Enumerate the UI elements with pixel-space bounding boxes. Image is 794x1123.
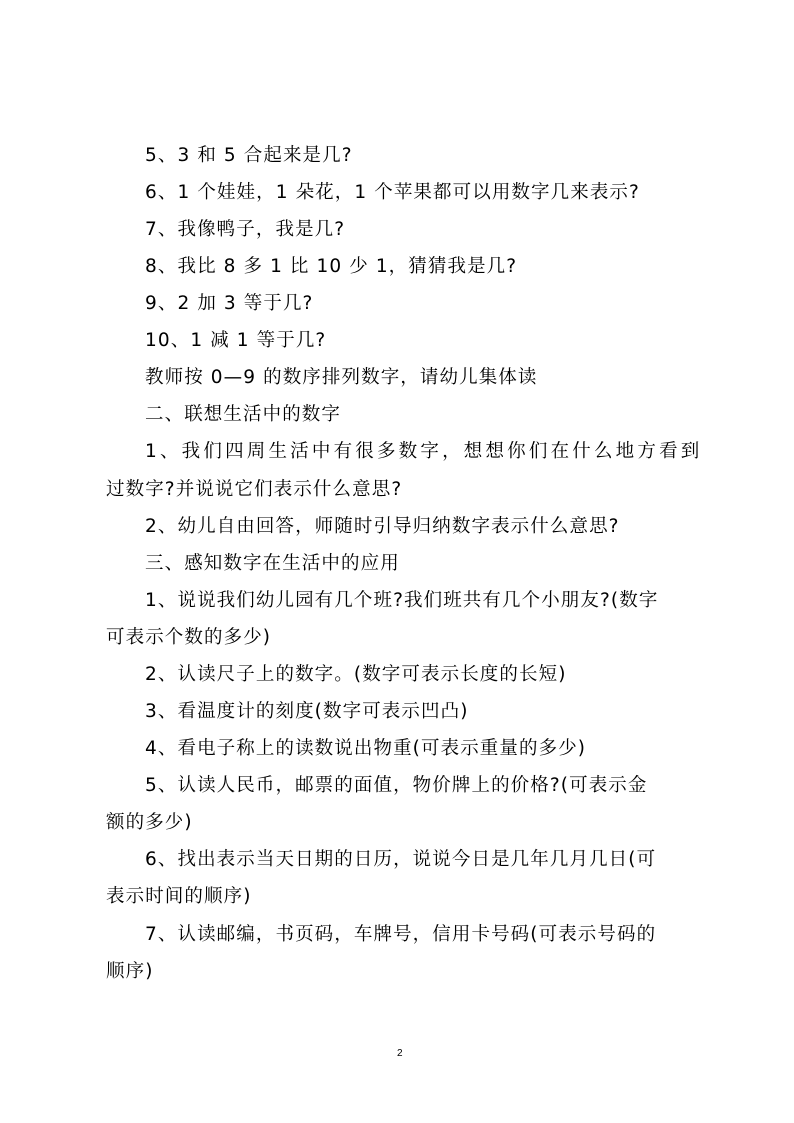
paragraph-2-1-line-2: 过数字?并说说它们表示什么意思?	[106, 479, 403, 500]
paragraph-3-5-line-2: 额的多少)	[106, 812, 193, 833]
paragraph-3-1-line-1: 1、说说我们幼儿园有几个班?我们班共有几个小朋友?(数字	[145, 590, 659, 611]
section-heading-3: 三、感知数字在生活中的应用	[145, 553, 400, 574]
section-heading-2: 二、联想生活中的数字	[145, 404, 342, 425]
paragraph-2-1-line-1: 1、我们四周生活中有很多数字，想想你们在什么地方看到	[145, 441, 703, 462]
paragraph-3-6-line-1: 6、找出表示当天日期的日历，说说今日是几年几月几日(可	[145, 849, 657, 870]
paragraph-3-7-line-2: 顺序)	[106, 961, 154, 982]
paragraph-3-4: 4、看电子称上的读数说出物重(可表示重量的多少)	[145, 738, 587, 759]
question-9: 9、2 加 3 等于几?	[145, 293, 314, 314]
page-number: 2	[397, 1048, 403, 1059]
paragraph-3-7-line-1: 7、认读邮编，书页码，车牌号，信用卡号码(可表示号码的	[145, 924, 657, 945]
paragraph-3-6-line-2: 表示时间的顺序)	[106, 886, 252, 907]
paragraph-3-2: 2、认读尺子上的数字。(数字可表示长度的长短)	[145, 664, 567, 685]
teacher-instruction: 教师按 0—9 的数序排列数字，请幼儿集体读	[145, 367, 538, 388]
paragraph-2-2: 2、幼儿自由回答，师随时引导归纳数字表示什么意思?	[145, 516, 620, 537]
question-10: 10、1 减 1 等于几?	[145, 330, 327, 351]
paragraph-3-5-line-1: 5、认读人民币，邮票的面值，物价牌上的价格?(可表示金	[145, 775, 648, 796]
question-8: 8、我比 8 多 1 比 10 少 1，猜猜我是几?	[145, 256, 518, 277]
question-6: 6、1 个娃娃，1 朵花，1 个苹果都可以用数字几来表示?	[145, 182, 640, 203]
question-7: 7、我像鸭子，我是几?	[145, 219, 346, 240]
paragraph-3-1-line-2: 可表示个数的多少)	[106, 627, 272, 648]
paragraph-3-3: 3、看温度计的刻度(数字可表示凹凸)	[145, 701, 469, 722]
question-5: 5、3 和 5 合起来是几?	[145, 145, 353, 166]
